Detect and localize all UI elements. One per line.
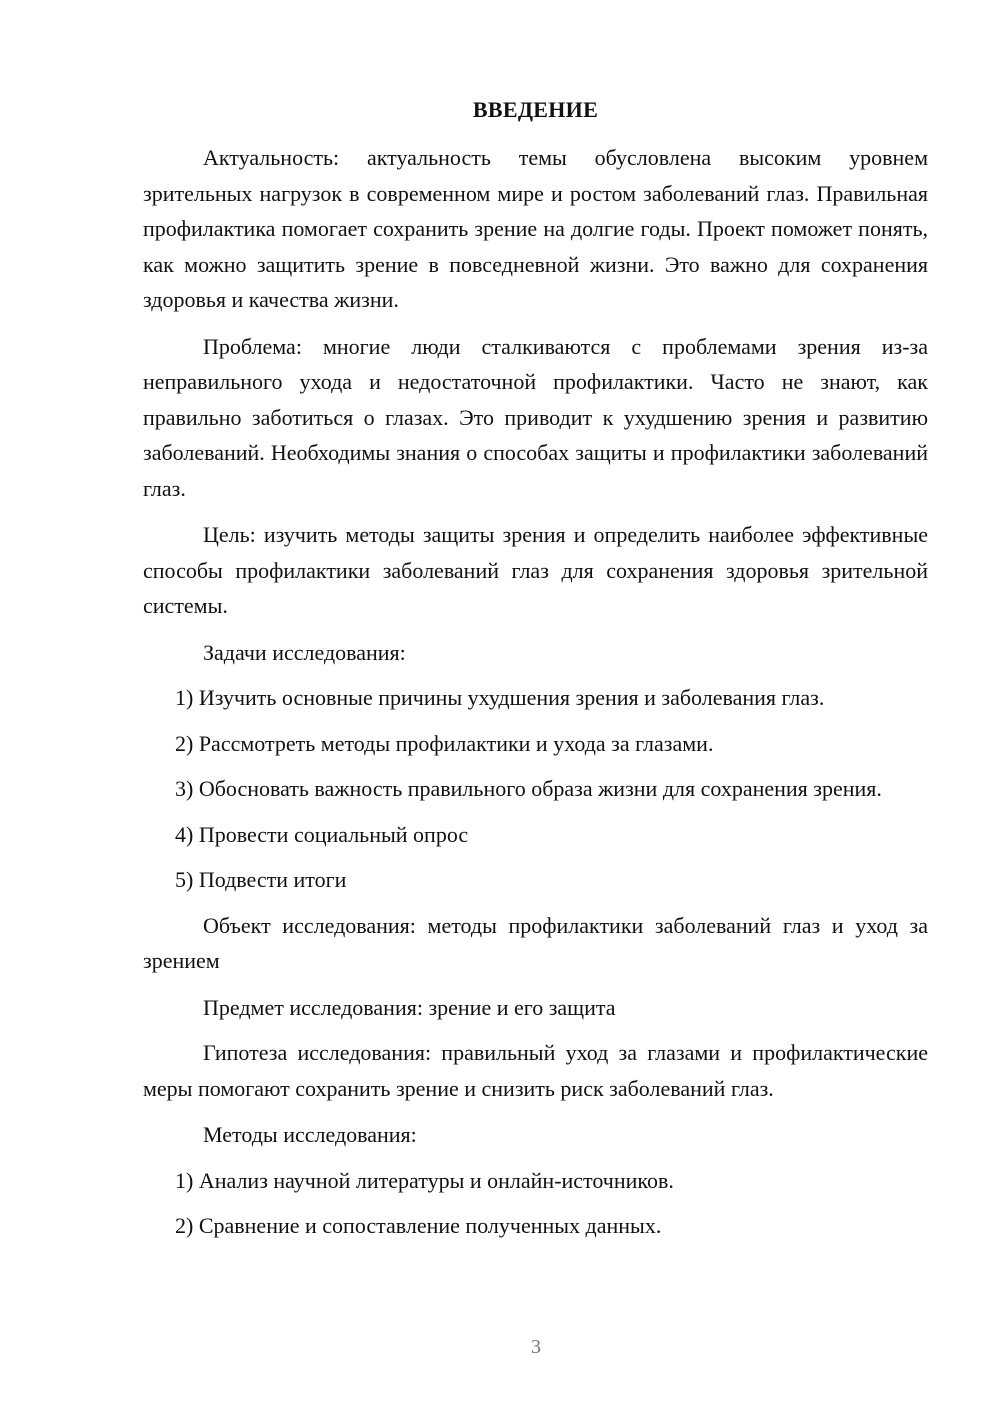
relevance-paragraph: Актуальность: актуальность темы обусловлена высоким уровнем зрительных нагрузок в современном мире и ростом заболеваний глаз. Правильная профилактика помогает сохранить зрение на долгие годы. Проект поможет понять, как можно защитить зрение в повседневной жизни. Это важно для сохранения здоровья и качества жизни. xyxy=(143,145,928,312)
hypothesis-paragraph: Гипотеза исследования: правильный уход за глазами и профилактические меры помогают сохранить зрение и снизить риск заболеваний глаз. xyxy=(143,1040,928,1101)
task-item: 2) Рассмотреть методы профилактики и ухода за глазами. xyxy=(175,730,714,756)
goal-paragraph: Цель: изучить методы защиты зрения и определить наиболее эффективные способы профилактики заболеваний глаз для сохранения здоровья зрительной системы. xyxy=(143,522,928,618)
page-number: 3 xyxy=(531,1336,541,1358)
page-title: ВВЕДЕНИЕ xyxy=(472,97,599,122)
method-item: 1) Анализ научной литературы и онлайн-источников. xyxy=(175,1167,674,1193)
tasks-heading: Задачи исследования: xyxy=(203,639,406,665)
problem-paragraph: Проблема: многие люди сталкиваются с проблемами зрения из-за неправильного ухода и недостаточной профилактики. Часто не знают, как правильно заботиться о глазах. Это приводит к ухудшению зрения и развитию заболеваний. Необходимы знания о способах защиты и профилактики заболеваний глаз. xyxy=(143,333,928,501)
task-item: 5) Подвести итоги xyxy=(175,867,347,892)
subject-paragraph: Предмет исследования: зрение и его защита xyxy=(203,994,616,1020)
task-item: 3) Обосновать важность правильного образа жизни для сохранения зрения. xyxy=(175,776,882,801)
methods-heading: Методы исследования: xyxy=(203,1122,417,1147)
object-paragraph: Объект исследования: методы профилактики заболеваний глаз и уход за зрением xyxy=(143,912,928,973)
task-item: 4) Провести социальный опрос xyxy=(175,821,469,847)
method-item: 2) Сравнение и сопоставление полученных данных. xyxy=(175,1213,662,1238)
document-page xyxy=(143,96,928,1254)
task-item: 1) Изучить основные причины ухудшения зрения и заболевания глаз. xyxy=(175,685,825,710)
